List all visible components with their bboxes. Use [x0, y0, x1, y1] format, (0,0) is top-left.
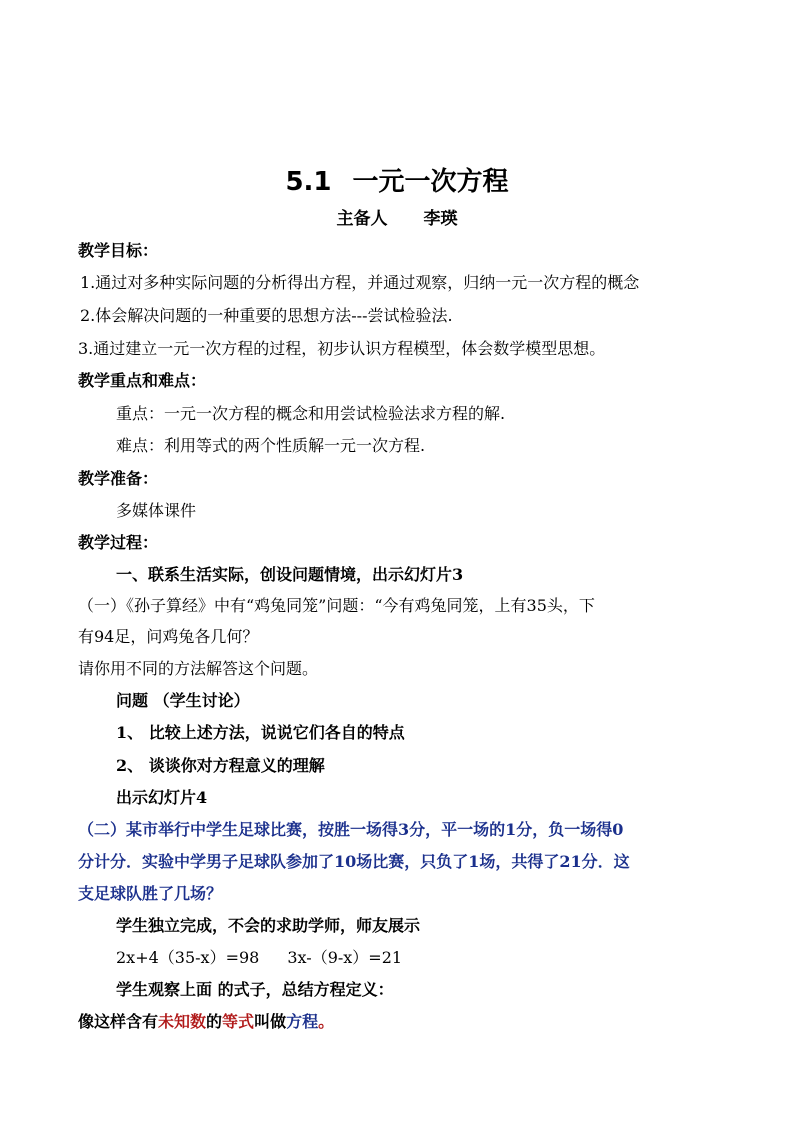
problem-1-line-2: 有94足，问鸡兔各几何？ [78, 627, 259, 646]
objective-1: 1.通过对多种实际问题的分析得出方程，并通过观察，归纳一元一次方程的概念 [80, 273, 640, 292]
problem-1-line-1: （一）《孙子算经》中有“鸡兔同笼”问题：“今有鸡兔同笼，上有35头，下 [78, 596, 595, 615]
definition-equality: 等式 [222, 1012, 255, 1031]
key-heading: 教学重点和难点： [78, 371, 207, 390]
slide-4-note: 出示幻灯片4 [116, 788, 208, 807]
objective-3: 3.通过建立一元一次方程的过程，初步认识方程模型，体会数学模型思想。 [78, 339, 606, 358]
ask-text: 请你用不同的方法解答这个问题。 [78, 659, 319, 678]
discussion-heading: 问题 （学生讨论） [116, 691, 250, 710]
definition-part-3: 叫做 [254, 1012, 287, 1031]
section-1-heading: 一、联系生活实际，创设问题情境，出示幻灯片3 [116, 565, 464, 584]
definition-term: 方程 [286, 1012, 319, 1031]
key-point: 重点：一元一次方程的概念和用尝试检验法求方程的解. [116, 404, 506, 423]
objective-2: 2.体会解决问题的一种重要的思想方法---尝试检验法. [80, 306, 453, 325]
difficulty-point: 难点：利用等式的两个性质解一元一次方程. [116, 436, 426, 455]
independent-note: 学生独立完成，不会的求助学师，师友展示 [116, 916, 421, 935]
observe-note: 学生观察上面 的式子，总结方程定义： [116, 980, 394, 999]
question-2: 2、 谈谈你对方程意义的理解 [116, 756, 325, 775]
prep-heading: 教学准备： [78, 469, 159, 488]
definition-unknown: 未知数 [158, 1012, 207, 1031]
definition-line [78, 1012, 334, 1032]
page-title: 5.1 一元一次方程 [285, 167, 509, 197]
definition-part-1: 像这样含有 [78, 1012, 159, 1031]
equation-2: 3x-（9-x）=21 [287, 948, 403, 967]
problem-2-line-2: 分计分．实验中学男子足球队参加了10场比赛，只负了1场，共得了21分．这 [78, 852, 630, 871]
prep-text: 多媒体课件 [116, 501, 197, 520]
definition-part-2: 的 [206, 1012, 223, 1031]
author-line [0, 209, 794, 229]
problem-2-line-3: 支足球队胜了几场？ [78, 884, 223, 903]
equation-1: 2x+4（35-x）=98 [116, 948, 260, 967]
author-label: 主备人 [336, 209, 388, 229]
definition-end: 。 [318, 1012, 335, 1031]
objectives-heading: 教学目标： [78, 241, 159, 260]
author-name: 李瑛 [423, 209, 458, 229]
process-heading: 教学过程： [78, 533, 159, 552]
problem-2-line-1: （二）某市举行中学生足球比赛，按胜一场得3分，平一场的1分，负一场得0 [78, 820, 624, 839]
question-1: 1、 比较上述方法，说说它们各自的特点 [116, 723, 405, 742]
equations-line [116, 948, 402, 968]
